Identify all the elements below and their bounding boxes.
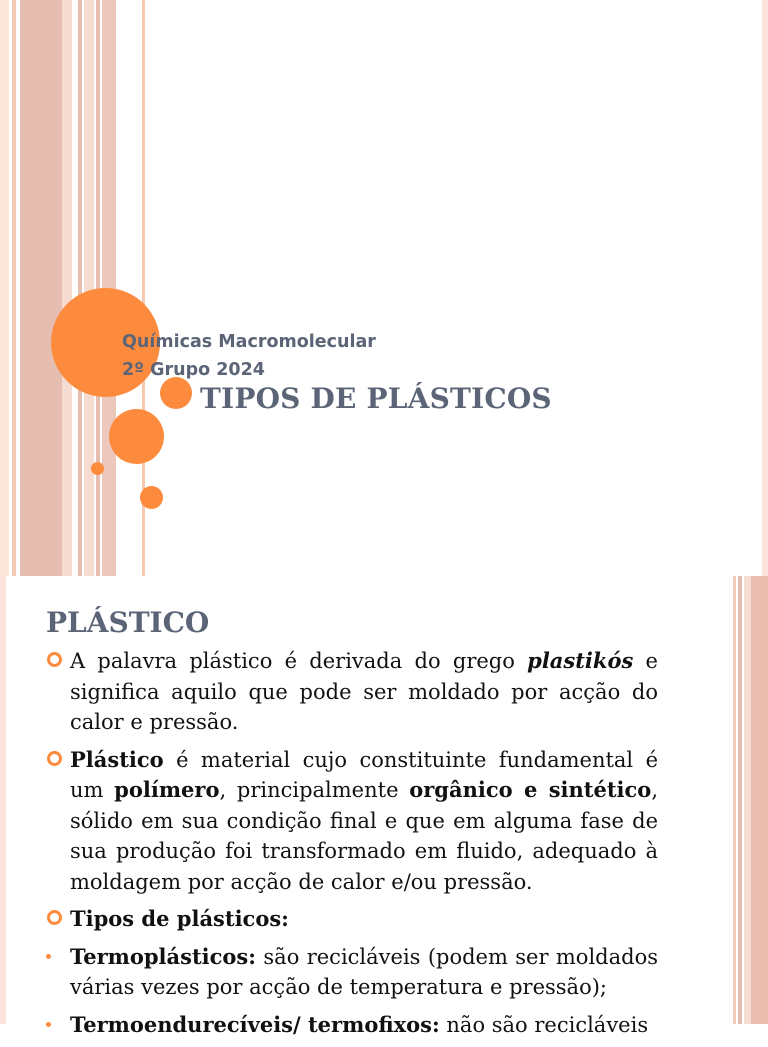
list-item: Termoendurecíveis/ termofixos: não são recicláveis: [46, 1010, 658, 1041]
slide-title: PLÁSTICO: [46, 606, 210, 639]
ring-bullet-icon: [47, 652, 62, 667]
decorative-band: [738, 576, 742, 1024]
list-item: A palavra plástico é derivada do grego plastikós e significa aquilo que pode ser moldado por acção do calor e pressão.: [46, 646, 658, 738]
list-item: Plástico é material cujo constituinte fundamental é um polímero, principalmente orgânico e sintético, sólido em sua condição final e que em alguma fase de sua produção foi transformado em fluido, adequado à moldagem por acção de calor e/ou pressão.: [46, 745, 658, 898]
dot-bullet-icon: [46, 954, 51, 959]
ring-bullet-icon: [47, 751, 62, 766]
left-edge-band: [0, 0, 9, 576]
list-item: Termoplásticos: são recicláveis (podem ser moldados várias vezes por acção de temperatura e pressão);: [46, 942, 658, 1003]
decorative-band: [78, 0, 82, 576]
bullet-list: [46, 646, 658, 1047]
decorative-band: [733, 576, 736, 1024]
right-edge-band: [762, 0, 768, 576]
subtitle-course: Químicas Macromolecular: [122, 332, 376, 352]
decorative-band: [744, 576, 751, 1024]
decorative-band: [62, 0, 72, 576]
decorative-band: [754, 576, 768, 1024]
decorative-circle: [91, 462, 104, 475]
decorative-circle: [140, 486, 163, 509]
decorative-band: [84, 0, 94, 576]
decorative-band: [12, 0, 16, 576]
slide-title: TIPOS DE PLÁSTICOS: [200, 382, 552, 415]
left-edge-band: [0, 576, 6, 1024]
list-item: Tipos de plásticos:: [46, 904, 658, 935]
decorative-circle: [109, 409, 164, 464]
content-slide: [0, 576, 768, 1037]
decorative-band: [20, 0, 62, 576]
subtitle-group: 2º Grupo 2024: [122, 360, 265, 380]
slide-subtitle: [122, 328, 376, 384]
dot-bullet-icon: [46, 1022, 51, 1027]
ring-bullet-icon: [47, 910, 62, 925]
